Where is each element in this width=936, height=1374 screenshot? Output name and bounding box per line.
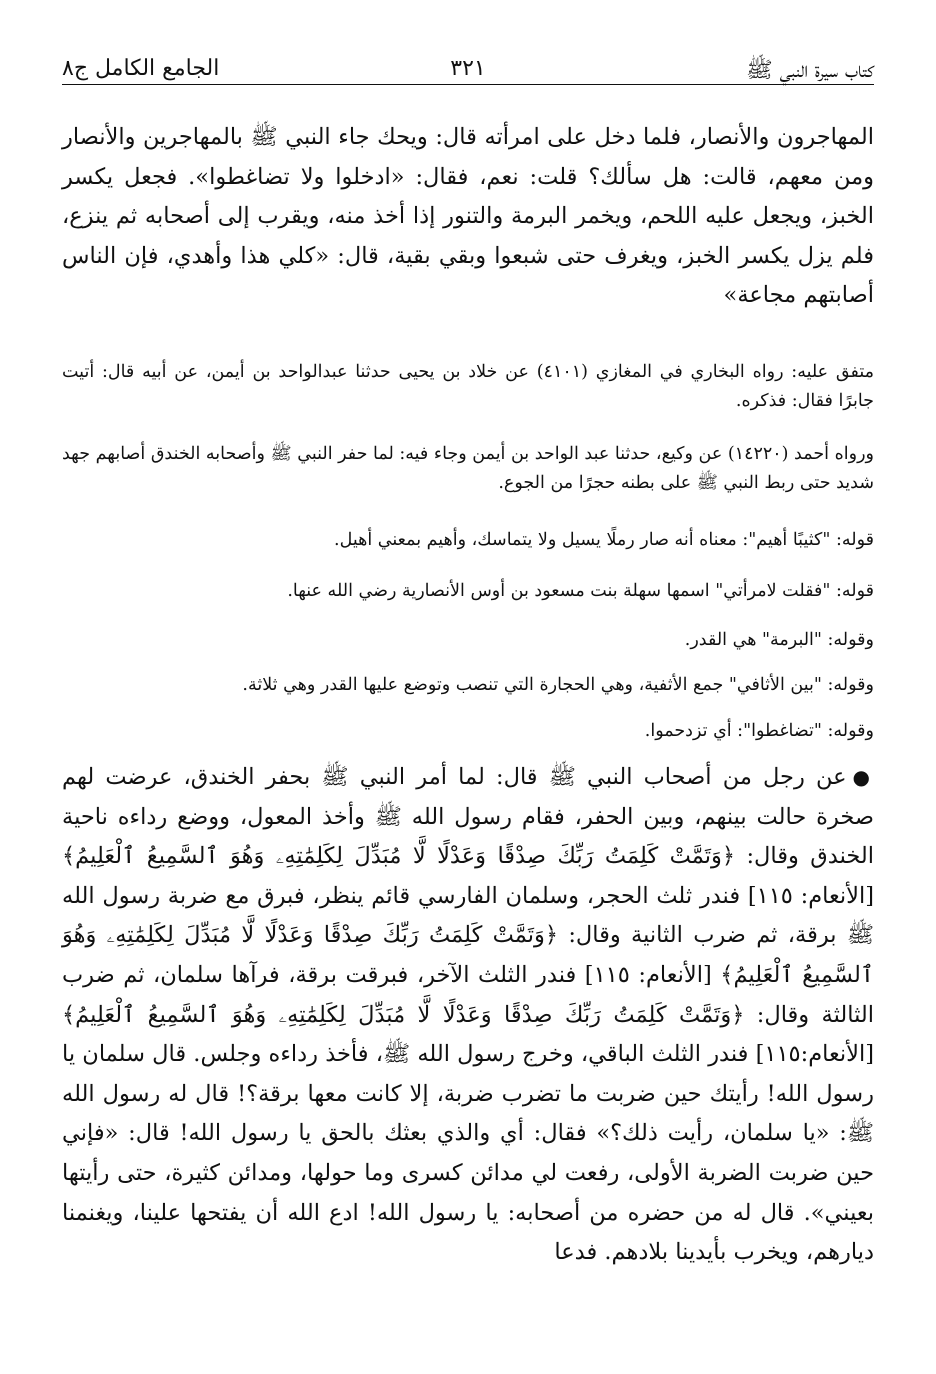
note-text: وقوله: "بين الأثافي" جمع الأثفية، وهي الحجارة التي تنصب وتوضع عليها القدر وهي ثلاثة. xyxy=(242,675,874,695)
footnote-gloss-athafi xyxy=(62,671,874,700)
header-volume-title: الجامع الكامل ج٨ xyxy=(62,56,220,81)
footnote-gloss-kathib xyxy=(62,526,874,555)
bullet-icon: ● xyxy=(852,765,874,789)
footnote-gloss-imraati xyxy=(62,577,874,606)
paragraph-text: عن رجل من أصحاب النبي ﷺ قال: لما أمر النبي ﷺ بحفر الخندق، عرضت لهم صخرة حالت بينهم، وبين الحفر، فقام رسول الله ﷺ وأخذ المعول، ووضع رداءه ناحية الخندق وقال: ﴿وَتَمَّتْ كَلِمَتُ رَبِّكَ صِدْقًا وَعَدْلًا لَّا مُبَدِّلَ لِكَلِمَٰتِهِۦ وَهُوَ ٱلسَّمِيعُ ٱلْعَلِيمُ﴾ [الأنعام: ١١٥] فندر ثلث الحجر، وسلمان الفارسي قائم ينظر، فبرق مع ضربة رسول الله ﷺ برقة، ثم ضرب الثانية وقال: ﴿وَتَمَّتْ كَلِمَتُ رَبِّكَ صِدْقًا وَعَدْلًا لَّا مُبَدِّلَ لِكَلِمَٰتِهِۦ وَهُوَ ٱلسَّمِيعُ ٱلْعَلِيمُ﴾ [الأنعام: ١١٥] فندر الثلث الآخر، فبرقت برقة، فرآها سلمان، ثم ضرب الثالثة وقال: ﴿وَتَمَّتْ كَلِمَتُ رَبِّكَ صِدْقًا وَعَدْلًا لَّا مُبَدِّلَ لِكَلِمَٰتِهِۦ وَهُوَ ٱلسَّمِيعُ ٱلْعَلِيمُ﴾ [الأنعام:١١٥] فندر الثلث الباقي، وخرج رسول الله ﷺ، فأخذ رداءه وجلس. قال سلمان يا رسول الله! رأيتك حين ضربت ما تضرب ضربة، إلا كانت معها برقة؟! قال له رسول الله ﷺ: «يا سلمان، رأيت ذلك؟» فقال: أي والذي بعثك بالحق يا رسول الله! قال: «فإني حين ضربت الضربة الأولى، رفعت لي مدائن كسرى وما حولها، ومدائن كثيرة، حتى رأيتها بعيني». قال له من حضره من أصحابه: يا رسول الله! ادع الله أن يفتحها علينا، ويغنمنا ديارهم، ويخرب بأيدينا بلادهم. فدعا xyxy=(62,764,875,1266)
paragraph-hadith-salman xyxy=(62,758,874,1273)
note-text: قوله: "كثيبًا أهيم": معناه أنه صار رملًا يسيل ولا يتماسك، وأهيم بمعني أهيل. xyxy=(334,530,874,550)
header-book-title: كتاب سيرة النبي ﷺ xyxy=(746,58,874,83)
note-text: وقوله: "البرمة" هي القدر. xyxy=(684,630,874,650)
note-text: متفق عليه: رواه البخاري في المغازي (٤١٠١) عن خلاد بن يحيى حدثنا عبدالواحد بن أيمن، عن أبيه قال: أتيت جابرًا فقال: فذكره. xyxy=(62,362,874,411)
note-text: قوله: "فقلت لامرأتي" اسمها سهلة بنت مسعود بن أوس الأنصارية رضي الله عنها. xyxy=(287,581,874,601)
paragraph-hadith-continuation: المهاجرون والأنصار، فلما دخل على امرأته قال: ويحك جاء النبي ﷺ بالمهاجرين والأنصار ومن معهم، قالت: هل سألك؟ قلت: نعم، فقال: «ادخلوا ولا تضاغطوا». فجعل يكسر الخبز، ويجعل عليه اللحم، ويخمر البرمة والتنور إذا أخذ منه، ويقرب إلى أصحابه ثم ينزع، فلم يزل يكسر الخبز، ويغرف حتى شبعوا وبقي بقية، قال: «كلي هذا وأهدي، فإن الناس أصابتهم مجاعة» xyxy=(62,124,874,309)
note-text: ورواه أحمد (١٤٢٢٠) عن وكيع، حدثنا عبد الواحد بن أيمن وجاء فيه: لما حفر النبي ﷺ وأصحابه الخندق أصابهم جهد شديد حتى ربط النبي ﷺ على بطنه حجرًا من الجوع. xyxy=(61,444,874,493)
footnote-gloss-burma xyxy=(62,626,874,655)
footnote-takhrij-bukhari xyxy=(62,358,874,416)
page-number: ٣٢١ xyxy=(450,56,486,81)
page-header xyxy=(62,0,874,85)
footnote-gloss-tadaghatu xyxy=(62,717,874,746)
footnote-takhrij-ahmad xyxy=(62,440,874,498)
note-text: وقوله: "تضاغطوا": أي تزدحموا. xyxy=(644,721,874,741)
